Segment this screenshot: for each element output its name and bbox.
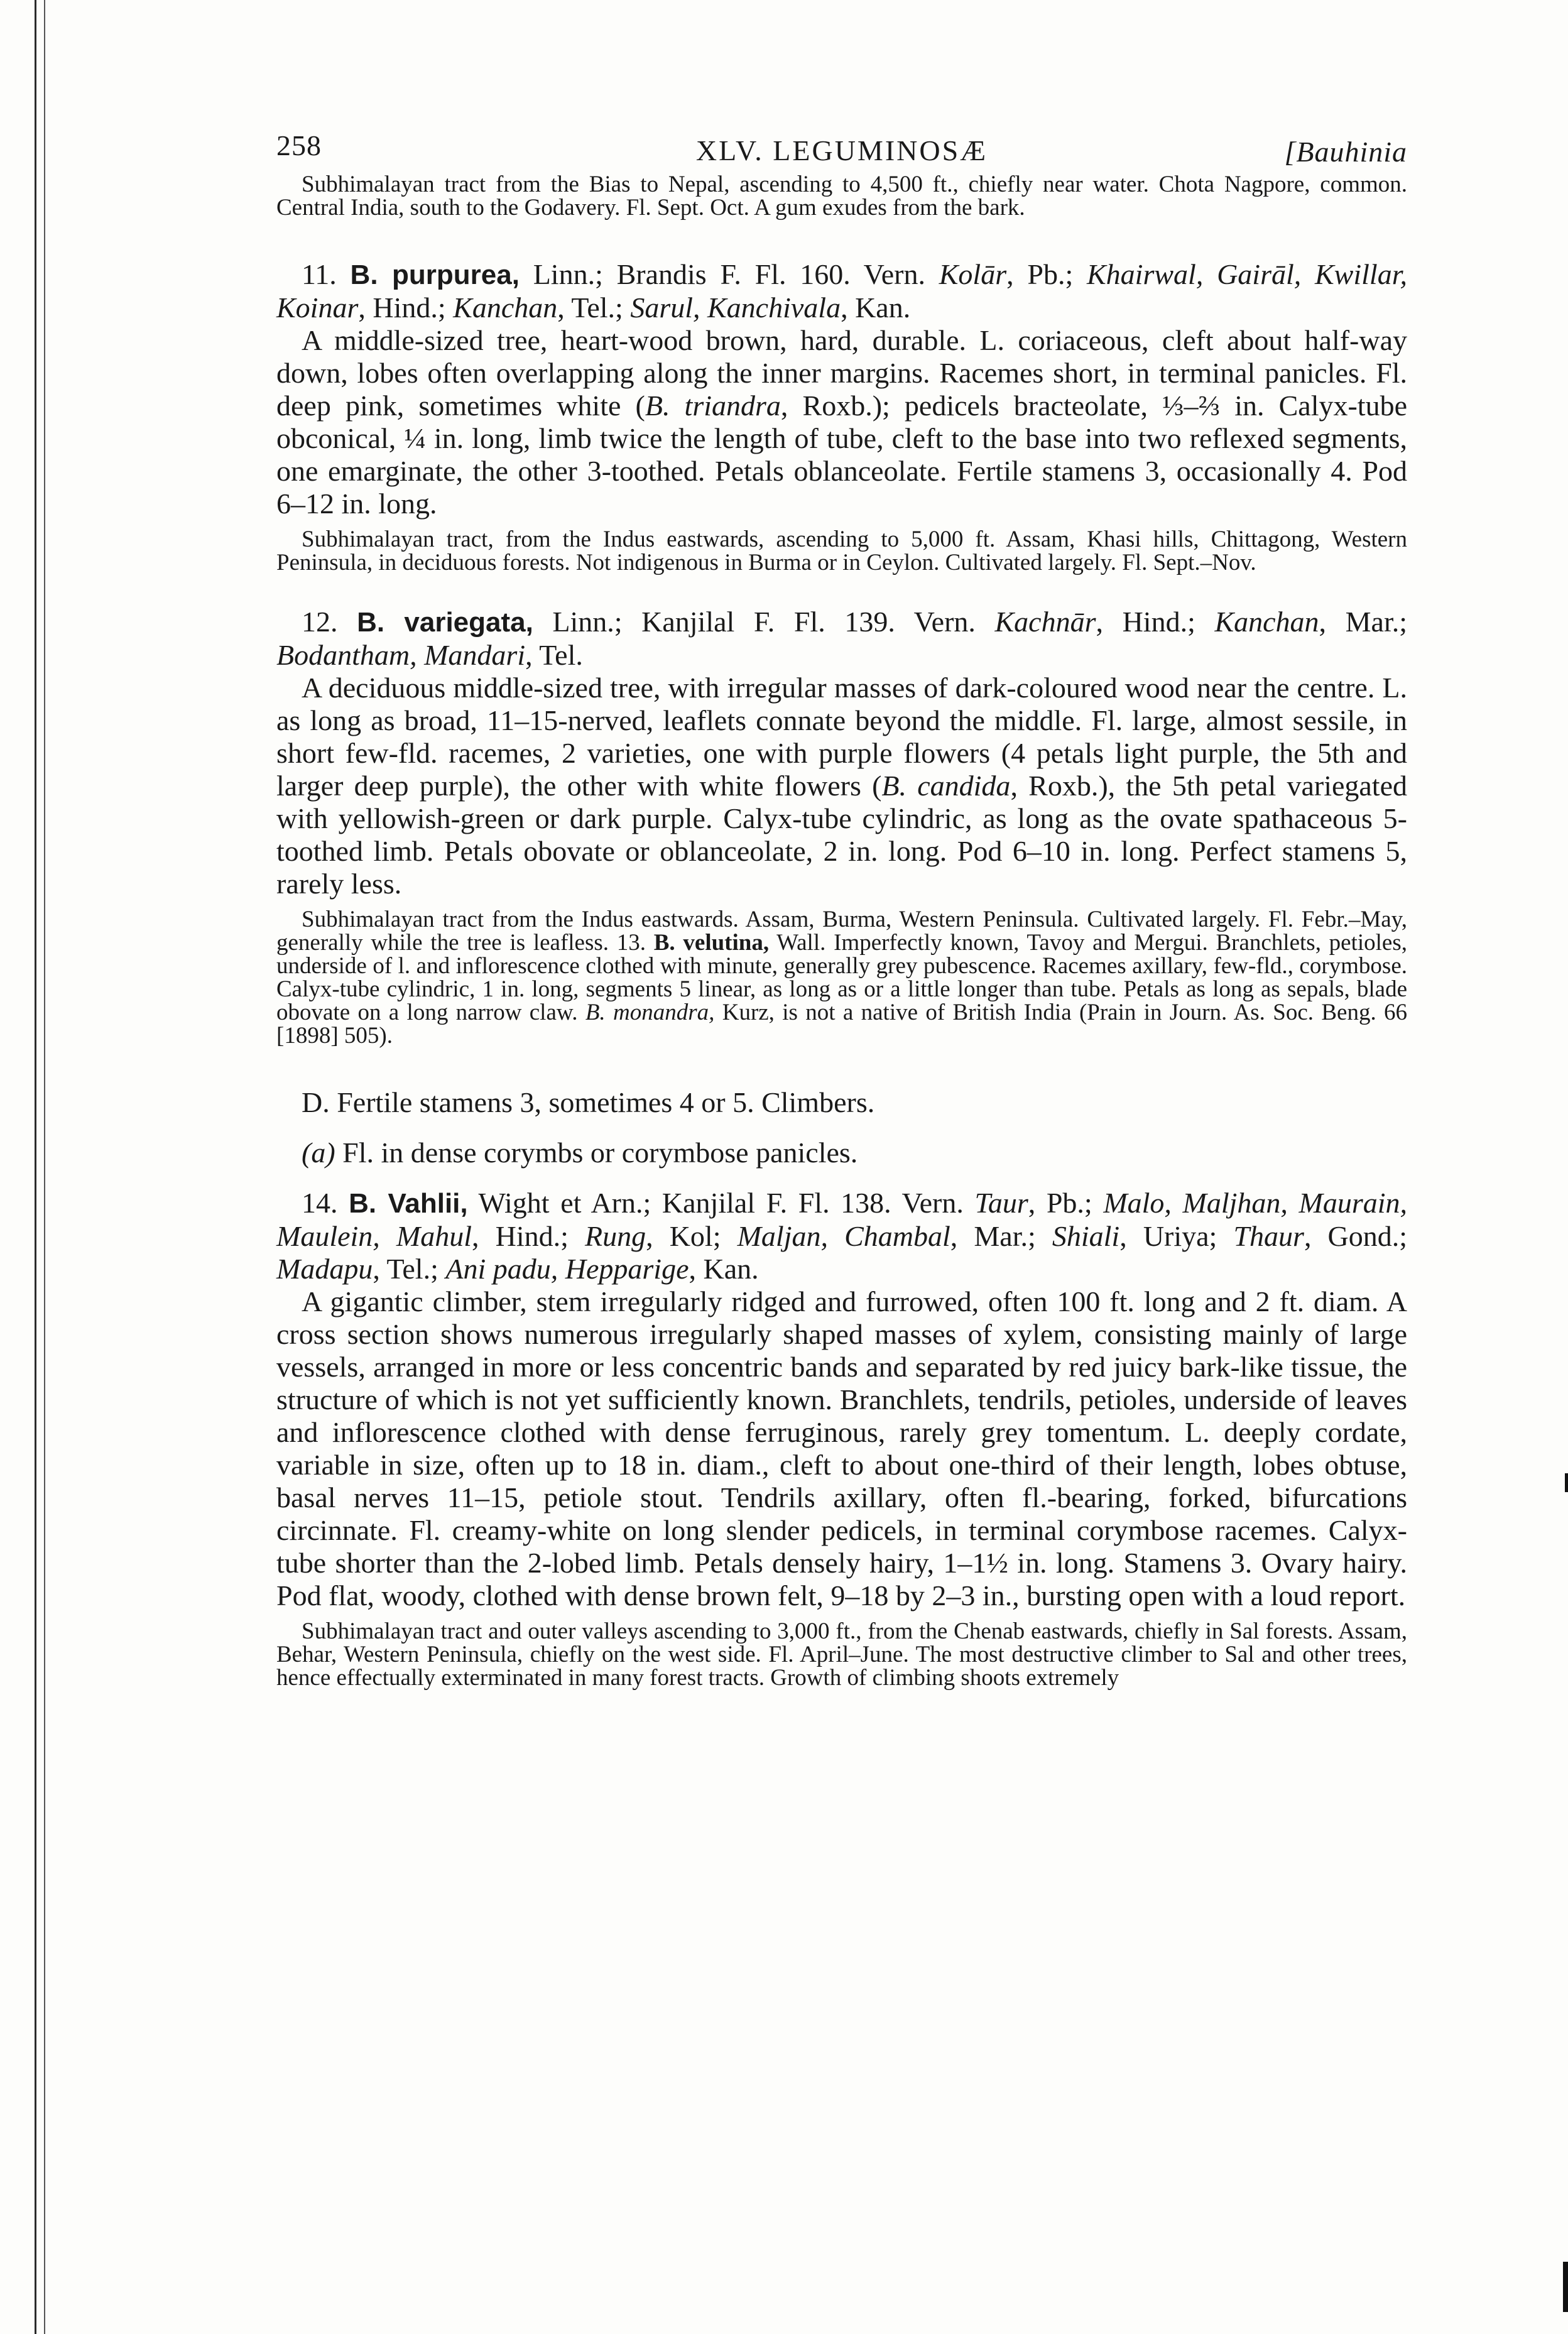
vernacular-name: Kolār <box>939 258 1007 290</box>
gutter-shadow-line <box>44 0 45 2334</box>
vernacular-name: Shiali <box>1052 1220 1120 1252</box>
vernacular-name: Kanchan <box>1214 606 1319 638</box>
species-name: B. variegata, <box>357 607 533 638</box>
distribution-note: Subhimalayan tract and outer valleys ascending to 3,000 ft., from the Chenab eastwards, chiefly in Sal forests. Assam, Behar, Western Peninsula, chiefly on the west side. Fl. April–June. The most destructive climber to Sal and other trees, hence effectually exterminated in many forest tracts. Growth of climbing shoots extremely <box>276 1618 1407 1691</box>
subsection-text: Fl. in dense corymbs or corymbose panicles. <box>342 1137 858 1169</box>
vernacular-region: , Hind.; <box>472 1220 569 1252</box>
vernacular-name: Kanchan <box>453 292 558 324</box>
vernacular-name: Ani padu, Hepparige <box>445 1253 689 1285</box>
distribution-note: Subhimalayan tract from the Bias to Nepal, ascending to 4,500 ft., chiefly near water. Chota Nagpore, common. Central India, south to the Godavery. Fl. Sept. Oct. A gum exudes from the bark. <box>276 172 1407 221</box>
chapter-title: XLV. LEGUMINOSÆ <box>695 134 988 166</box>
vernacular-region: , Uriya; <box>1119 1220 1217 1252</box>
subsection-label: (a) <box>302 1137 335 1169</box>
vernacular-name: Rung <box>585 1220 646 1252</box>
note-text: Wall. Imperfectly known, Tavoy and Mergui. Branchlets, petioles, underside of l. and inflorescence clothed with minute, generally grey pubescence. Racemes axillary, few-fld., corymbose. Calyx-tube cylindric, 1 in. long, segments 5 linear, as long as or a little longer than tube. Petals as long as sepals, blade obovate on a long narrow claw. <box>276 930 1408 1025</box>
description-text: A deciduous middle-sized tree, with irregular masses of dark-coloured wood near the centre. L. as long as broad, 11–15-nerved, leaflets connate beyond the middle. Fl. large, almost sessile, in short few-fld. racemes, 2 varieties, one with purple flowers (4 petals light purple, the 5th and larger deep purple), the other with white flowers ( <box>276 672 1407 802</box>
species-name: B. purpurea, <box>350 259 520 290</box>
distribution-note: Subhimalayan tract, from the Indus eastwards, ascending to 5,000 ft. Assam, Khasi hills, Chittagong, Western Peninsula, in deciduous forests. Not indigenous in Burma or in Ceylon. Cultivated largely. Fl. Sept.–Nov. <box>276 526 1407 575</box>
page-content <box>276 116 1407 1689</box>
vernacular-region: , Tel.; <box>557 292 623 324</box>
species-number: 11. <box>302 258 337 290</box>
vernacular-region: , Mar.; <box>1319 606 1408 638</box>
vernacular-region: , Kan. <box>689 1253 759 1285</box>
gutter-shadow-line <box>35 0 36 2334</box>
genus-heading: [Bauhinia <box>1284 136 1407 168</box>
vernacular-region: , Mar.; <box>950 1220 1036 1252</box>
vernacular-region: , Hind.; <box>1096 606 1195 638</box>
species-authority: Linn.; Kanjilal F. Fl. 139. Vern. <box>552 606 976 638</box>
species-description <box>276 324 1407 520</box>
vernacular-region: , Gond.; <box>1304 1220 1408 1252</box>
species-entry-heading <box>276 1187 1407 1285</box>
subsection-heading <box>276 1137 1407 1169</box>
section-heading: D. Fertile stamens 3, sometimes 4 or 5. Climbers. <box>302 1086 875 1118</box>
description-text: , Roxb.), the 5th petal variegated with yellowish-green or dark purple. Calyx-tube cylindric, as long as the ovate spathaceous 5-toothed limb. Petals obovate or oblanceolate, 2 in. long. Pod 6–10 in. long. Perfect stamens 5, rarely less. <box>276 770 1408 900</box>
vernacular-name: Bodantham, Mandari <box>276 639 526 671</box>
species-name: B. monandra, <box>585 1000 715 1025</box>
note-text: Subhimalayan tract from the Indus eastwards. Assam, Burma, Western Peninsula. Cultivated largely. Fl. Febr.–May, generally while the tree is leafless. 13. <box>276 907 1407 956</box>
vernacular-region: , Pb.; <box>1028 1187 1092 1219</box>
vernacular-region: , Pb.; <box>1006 258 1074 290</box>
species-number: 12. <box>302 606 338 638</box>
species-name: B. velutina, <box>653 930 770 956</box>
vernacular-name: Taur <box>974 1187 1028 1219</box>
page-number: 258 <box>276 129 322 161</box>
vernacular-name: Sarul, Kanchivala <box>630 292 841 324</box>
vernacular-region: , Kol; <box>646 1220 721 1252</box>
edge-mark <box>1563 2262 1568 2312</box>
vernacular-name: Malo, Maljhan, Maurain, Maulein, Mahul <box>276 1187 1408 1252</box>
vernacular-name: Kachnār <box>994 606 1096 638</box>
synonym-name: B. triandra <box>645 390 781 422</box>
vernacular-region: , Hind.; <box>358 292 446 324</box>
running-head <box>276 116 1407 173</box>
vernacular-name: Khairwal, Gairāl, Kwillar, Koinar <box>276 258 1408 324</box>
vernacular-name: Madapu <box>276 1253 373 1285</box>
species-authority: Wight et Arn.; Kanjilal F. Fl. 138. Vern. <box>478 1187 964 1219</box>
vernacular-region: , Kan. <box>841 292 911 324</box>
vernacular-region: , Tel.; <box>373 1253 438 1285</box>
vernacular-name: Thaur <box>1233 1220 1304 1252</box>
species-entry-heading <box>276 258 1407 324</box>
species-authority: Linn.; Brandis F. Fl. 160. Vern. <box>533 258 925 290</box>
species-name: B. Vahlii, <box>349 1188 468 1219</box>
vernacular-region: , Tel. <box>525 639 583 671</box>
edge-mark <box>1565 1473 1568 1492</box>
species-description <box>276 672 1407 900</box>
synonym-name: B. candida <box>881 770 1011 802</box>
distribution-note <box>276 908 1407 1047</box>
note-text: Kurz, is not a native of British India (Prain in Journ. As. Soc. Beng. 66 [1898] 505). <box>276 1000 1408 1049</box>
species-description: A gigantic climber, stem irregularly ridged and furrowed, often 100 ft. long and 2 ft. diam. A cross section shows numerous irregularly shaped masses of xylem, consisting mainly of large vessels, arranged in more or less concentric bands and separated by red juicy bark-like tissue, the structure of which is not yet sufficiently known. Branchlets, tendrils, petioles, underside of leaves and inflorescence clothed with dense ferruginous, rarely grey tomentum. L. deeply cordate, variable in size, often up to 18 in. diam., cleft to about one-third of their length, lobes obtuse, basal nerves 11–15, petiole stout. Tendrils axillary, often fl.-bearing, forked, bifurcations circinnate. Fl. creamy-white on long slender pedicels, in terminal corymbose racemes. Calyx-tube shorter than the 2-lobed limb. Petals densely hairy, 1–1½ in. long. Stamens 3. Ovary hairy. Pod flat, woody, clothed with dense brown felt, 9–18 by 2–3 in., bursting open with a loud report. <box>276 1285 1407 1611</box>
description-text: , Roxb.); pedicels bracteolate, ⅓–⅔ in. Calyx-tube obconical, ¼ in. long, limb twice the length of tube, cleft to the base into two reflexed segments, one emarginate, the other 3-toothed. Petals oblanceolate. Fertile stamens 3, occasionally 4. Pod 6–12 in. long. <box>276 390 1407 520</box>
species-number: 14. <box>302 1187 338 1219</box>
vernacular-name: Maljan, Chambal <box>737 1220 950 1252</box>
species-entry-heading <box>276 606 1407 672</box>
description-text: A middle-sized tree, heart-wood brown, hard, durable. L. coriaceous, cleft about half-way down, lobes often overlapping along the inner margins. Racemes short, in terminal panicles. Fl. deep pink, sometimes white ( <box>276 324 1407 422</box>
